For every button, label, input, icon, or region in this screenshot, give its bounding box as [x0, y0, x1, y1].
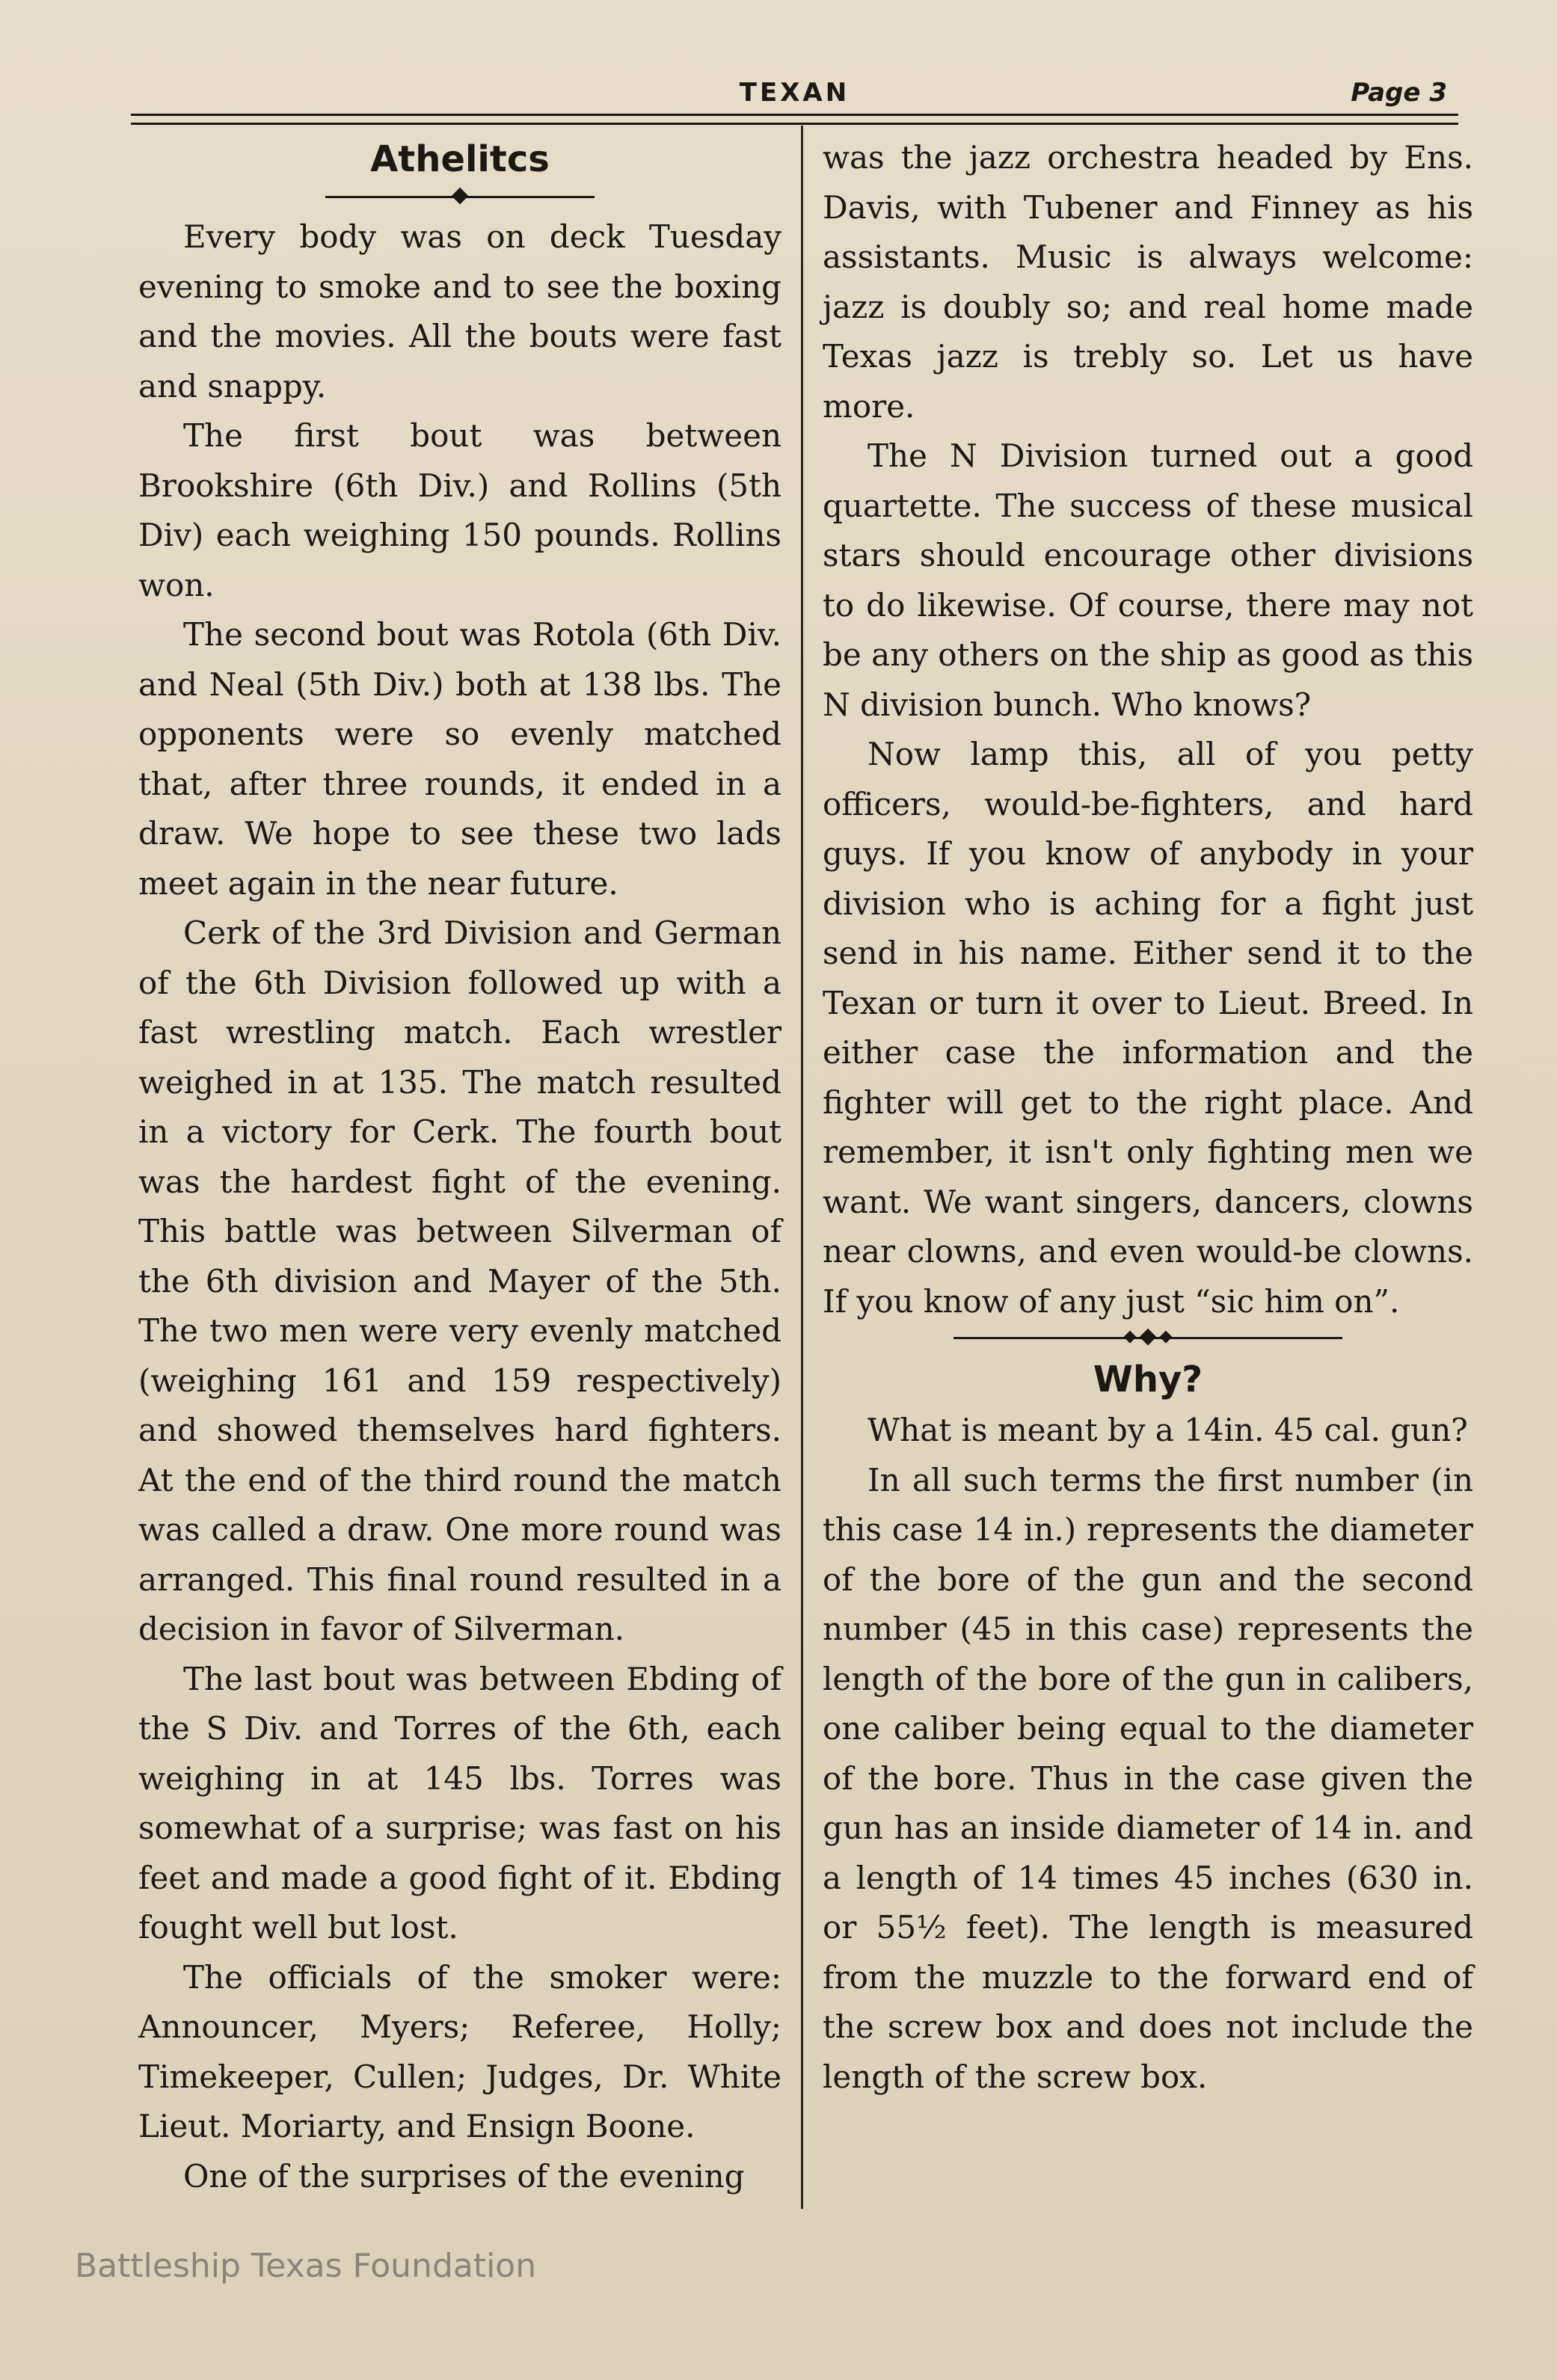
athletics-continued-1: was the jazz orchestra headed by Ens. Davis, with Tubener and Finney as his assistants. Music is always welcome: jazz is doubly so; and real home made Texas jazz is trebly so. Let us have more. [823, 139, 1473, 425]
athletics-paragraph-5: The last bout was between Ebding of the S Div. and Torres of the 6th, each weighing in at 145 lbs. Torres was somewhat of a surprise; was fast on his feet and made a good fight of it. Ebding fought well but lost. [138, 1660, 781, 1946]
athletics-paragraph-3: The second bout was Rotola (6th Div. and Neal (5th Div.) both at 138 lbs. The opponents were so evenly matched that, after three rounds, it ended in a draw. We hope to see these two lads meet again in the near future. [138, 616, 781, 902]
left-column [138, 133, 781, 2208]
why-paragraph-2: In all such terms the first number (in this case 14 in.) represents the diameter of the bore of the gun and the second number (45 in this case) represents the length of the bore of the gun in calibers, one caliber being equal to the diameter of the bore. Thus in the case given the gun has an inside diameter of 14 in. and a length of 14 times 45 inches (630 in. or 55½ feet). The length is measured from the muzzle to the forward end of the screw box and does not include the length of the screw box. [823, 1461, 1473, 2095]
column-divider [801, 126, 803, 2209]
header-rule-bottom [131, 123, 1458, 125]
athletics-paragraph-4: Cerk of the 3rd Division and German of the 6th Division followed up with a fast wrestling match. Each wrestler weighed in at 135. The match resulted in a victory for Cerk. The fourth bout was the hardest fight of the evening. This battle was between Silverman of the 6th division and Mayer of the 5th. The two men were very evenly matched (weighing 161 and 159 respectively) and showed themselves hard fighters. At the end of the third round the match was called a draw. One more round was arranged. This final round resulted in a decision in favor of Silverman. [138, 914, 781, 1647]
athletics-continued-3: Now lamp this, all of you petty officers, would-be-fighters, and hard guys. If you know of anybody in your division who is aching for a fight just send in his name. Either send it to the Texan or turn it over to Lieut. Breed. In either case the information and the fighter will get to the right place. And remember, it isn't only fighting men we want. We want singers, dancers, clowns near clowns, and even would-be clowns. If you know of any just “sic him on”. [823, 736, 1473, 1320]
watermark-text: Battleship Texas Foundation [75, 2247, 537, 2285]
why-headline: Why? [1093, 1359, 1203, 1400]
athletics-headline: Athelitcs [370, 138, 550, 180]
athletics-paragraph-7: One of the surprises of the evening [183, 2157, 745, 2195]
athletics-paragraph-2: The first bout was between Brookshire (6th Div.) and Rollins (5th Div) each weighing 150 pounds. Rollins won. [138, 417, 781, 603]
header-rule-top [131, 114, 1458, 116]
athletics-paragraph-1: Every body was on deck Tuesday evening to smoke and to see the boxing and the movies. All the bouts were fast and snappy. [138, 218, 781, 405]
athletics-continued-2: The N Division turned out a good quartette. The success of these musical stars should encourage other divisions to do likewise. Of course, there may not be any others on the ship as good as this N division bunch. Who knows? [823, 437, 1473, 723]
page-header [131, 75, 1458, 120]
publication-name: TEXAN [739, 78, 850, 108]
section-ornament [953, 1326, 1342, 1353]
right-column [823, 133, 1473, 2208]
why-paragraph-1: What is meant by a 14in. 45 cal. gun? [867, 1412, 1468, 1448]
headline-ornament [325, 185, 595, 212]
page-number: Page 3 [1351, 78, 1447, 108]
athletics-paragraph-6: The officials of the smoker were: Announcer, Myers; Referee, Holly; Timekeeper, Cullen; Judges, Dr. White Lieut. Moriarty, and Ensign Boone. [138, 1958, 781, 2144]
